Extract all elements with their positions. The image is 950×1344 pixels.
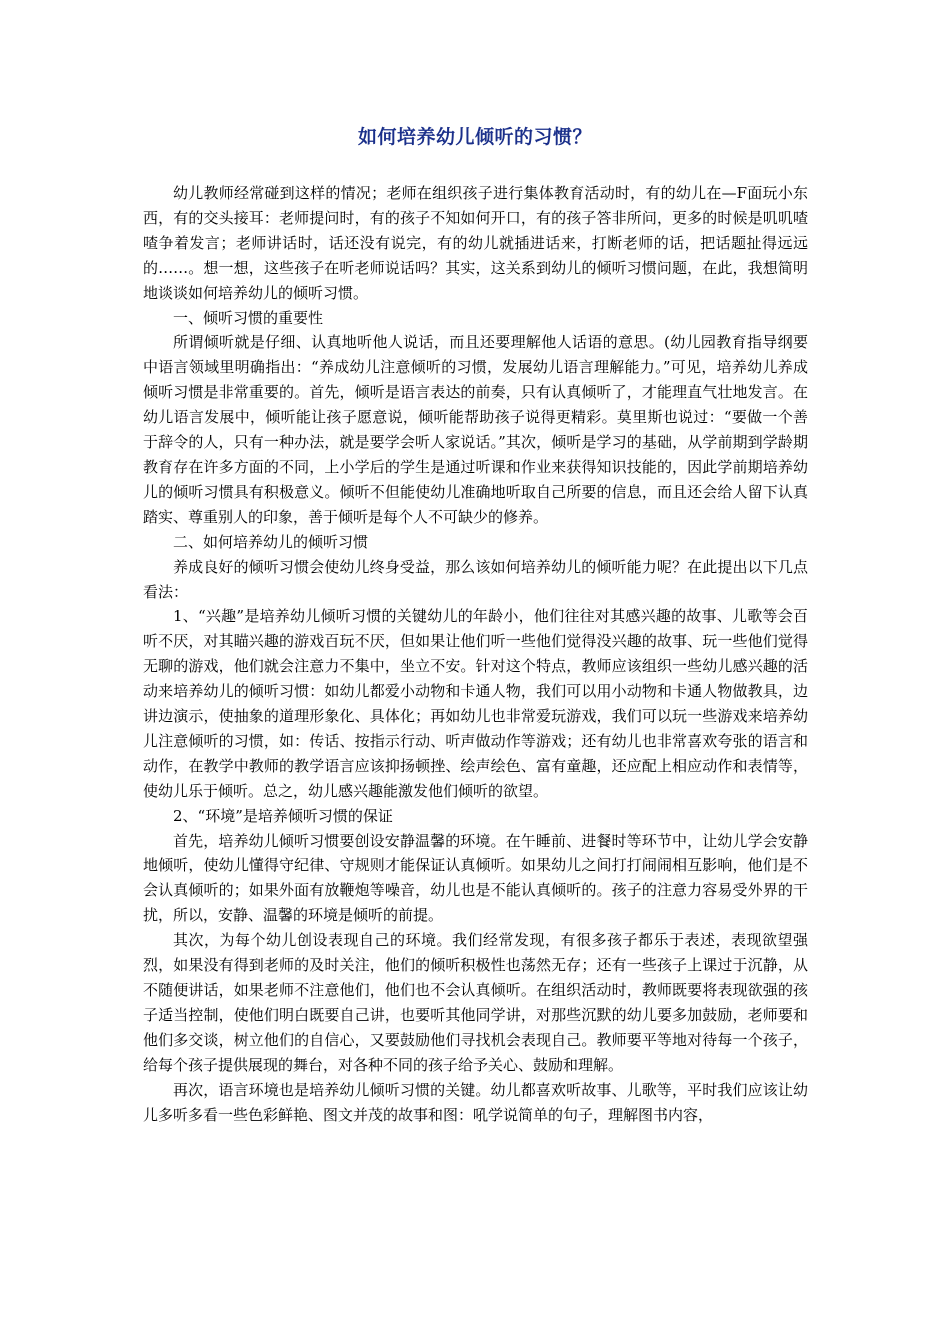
paragraph-interest: 1、“兴趣”是培养幼儿倾听习惯的关键幼儿的年龄小，他们往往对其感兴趣的故事、儿歌等会百听不厌，对其瞄兴趣的游戏百玩不厌，但如果让他们听一些他们觉得没兴趣的故事、玩一些他们觉得无聊的游戏，他们就会注意力不集中，坐立不安。针对这个特点，教师应该组织一些幼儿感兴趣的活动来培养幼儿的倾听习惯：如幼儿都爱小动物和卡通人物，我们可以用小动物和卡通人物做教具，边讲边演示，使抽象的道理形象化、具体化；再如幼儿也非常爱玩游戏，我们可以玩一些游戏来培养幼儿注意倾听的习惯，如：传话、按指示行动、听声做动作等游戏；还有幼儿也非常喜欢夸张的语言和动作，在教学中教师的教学语言应该抑扬顿挫、绘声绘色、富有童趣，还应配上相应动作和表情等，使幼儿乐于倾听。总之，幼儿感兴趣能激发他们倾听的欲望。 [143, 607, 808, 800]
paragraph-intro: 幼儿教师经常碰到这样的情况；老师在组织孩子进行集体教育活动时，有的幼儿在—F面玩小东西，有的交头接耳：老师提问时，有的孩子不知如何开口，有的孩子答非所问，更多的时候是叽叽喳喳争着发言；老师讲话时，话还没有说完，有的幼儿就插进话来，打断老师的话，把话题扯得远远的……。想一想，这些孩子在听老师说话吗？其实，这关系到幼儿的倾听习惯问题，在此，我想简明地谈谈如何培养幼儿的倾听习惯。 [143, 184, 808, 302]
paragraph-method-intro: 养成良好的倾听习惯会使幼儿终身受益，那么该如何培养幼儿的倾听能力呢？在此提出以下几点看法： [143, 557, 808, 601]
document-title: 如何培养幼儿倾听的习惯？ [357, 126, 592, 148]
paragraph-environment-second: 其次，为每个幼儿创设表现自己的环境。我们经常发现，有很多孩子都乐于表述，表现欲望强烈，如果没有得到老师的及时关注，他们的倾听积极性也荡然无存；还有一些孩子上课过于沉静，从不随便讲话，如果老师不注意他们，他们也不会认真倾听。在组织活动时，教师既要将表现欲强的孩子适当控制，使他们明白既要自己讲，也要听其他同学讲，对那些沉默的幼儿要多加鼓励，老师要和他们多交谈，树立他们的自信心，又要鼓励他们寻找机会表现自己。教师要平等地对待每一个孩子，给每个孩子提供展现的舞台，对各种不同的孩子给予关心、鼓励和理解。 [143, 931, 808, 1074]
section-heading-2: 二、如何培养幼儿的倾听习惯 [173, 532, 369, 551]
section-heading-1: 一、倾听习惯的重要性 [173, 308, 324, 327]
paragraph-environment-third: 再次，语言环境也是培养幼儿倾听习惯的关键。幼儿都喜欢听故事、儿歌等，平时我们应该让幼儿多听多看一些色彩鲜艳、图文并茂的故事和图：吼学说简单的句子，理解图书内容， [143, 1080, 808, 1124]
paragraph-environment-first: 首先，培养幼儿倾听习惯要创设安静温馨的环境。在午睡前、进餐时等环节中，让幼儿学会安静地倾听，使幼儿懂得守纪律、守规则才能保证认真倾听。如果幼儿之间打打闹闹相互影响，他们是不会认真倾听的；如果外面有放鞭炮等噪音，幼儿也是不能认真倾听的。孩子的注意力容易受外界的干扰，所以，安静、温馨的环境是倾听的前提。 [143, 831, 808, 925]
document-body [143, 181, 808, 1127]
paragraph-importance: 所谓倾听就是仔细、认真地听他人说话，而且还要理解他人话语的意思。(幼儿园教育指导纲要中语言领域里明确指出：“养成幼儿注意倾听的习惯，发展幼儿语言理解能力。”可见，培养幼儿养成倾听习惯是非常重要的。首先，倾听是语言表达的前奏，只有认真倾听了，才能理直气壮地发言。在幼儿语言发展中，倾听能让孩子愿意说，倾听能帮助孩子说得更精彩。莫里斯也说过：“要做一个善于辞令的人，只有一种办法，就是要学会听人家说话。”其次，倾听是学习的基础，从学前期到学龄期教育存在许多方面的不同，上小学后的学生是通过听课和作业来获得知识技能的，因此学前期培养幼儿的倾听习惯具有积极意义。倾听不但能使幼儿准确地听取自己所要的信息，而且还会给人留下认真踏实、尊重别人的印象，善于倾听是每个人不可缺少的修养。 [143, 333, 808, 526]
subsection-heading-environment: 2、“环境”是培养倾听习惯的保证 [173, 806, 393, 825]
